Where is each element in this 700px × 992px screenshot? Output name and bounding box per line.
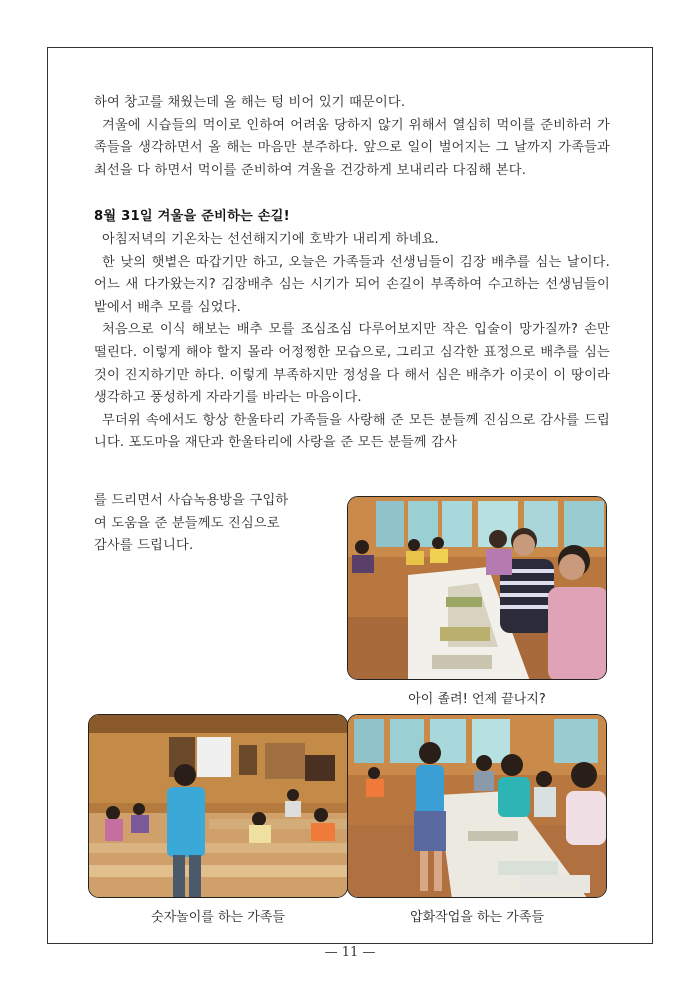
article-paragraph-4: 처음으로 이식 해보는 배추 모를 조심조심 다루어보지만 작은 입술이 망가질까? 손만 떨린다. 이렇게 해야 할지 몰라 어정쩡한 모습으로, 그리고 심각한 표정으로 배추를 심는 것이 진지하기만 하다. 이렇게 부족하지만 정성을 다 해서 심은 배추가 이곳이 이 땅이라 생각하고 풍성하게 자라기를 바라는 마음이다.: [94, 322, 610, 406]
article-side-text: [94, 490, 334, 558]
page-number: — 11 —: [324, 945, 376, 960]
article-paragraph-5-line-2: 여 도움을 준 분들께도 진심으로: [94, 515, 280, 531]
photo-caption-bottom-left: 숫자놀이를 하는 가족들: [151, 910, 285, 925]
article-upper-text: [94, 92, 610, 455]
article-paragraph-3: 한 낮의 햇볕은 따갑기만 하고, 오늘은 가족들과 선생님들이 김장 배추를 심는 날이다. 어느 새 다가왔는지? 김장배추 심는 시기가 되어 손길이 부족하여 수고하는 선생님들이 밭에서 배추 모를 심었다.: [94, 254, 610, 315]
paragraph-spacer: [94, 182, 610, 206]
article-paragraph-1: 겨울에 시습들의 먹이로 인하여 어려움 당하지 않기 위해서 열심히 먹이를 준비하러 가족들을 생각하면서 올 해는 마음만 분주하다. 앞으로 일이 벌어지는 그 날까지 가족들과 최선을 다 하면서 먹이를 준비하여 겨울을 건강하게 보내리라 다짐해 본다.: [94, 117, 610, 178]
article-paragraph-5-line-1: 를 드리면서 사습녹용방을 구입하: [94, 493, 289, 508]
photo-caption-top-right: 아이 졸려! 언제 끝나지?: [408, 692, 546, 707]
article-paragraph-5-line-3: 감사를 드립니다.: [94, 538, 194, 554]
section-title: 8월 31일 겨울을 준비하는 손길!: [94, 209, 290, 225]
photo-pressed-flower-work: [347, 714, 607, 898]
photo-number-game: [88, 714, 348, 898]
photo-caption-bottom-right: 압화작업을 하는 가족들: [410, 910, 544, 925]
article-paragraph-5: 무더위 속에서도 항상 한울타리 가족들을 사랑해 준 모든 분들께 진심으로 감사를 드립니다. 포도마을 재단과 한울타리에 사랑을 준 모든 분들께 감사: [94, 412, 610, 451]
article-line-1: 하여 창고를 채웠는데 올 해는 텅 비어 있기 때문이다.: [94, 95, 406, 110]
photo-number-game-image: [89, 715, 348, 898]
article-paragraph-2: 아침저녁의 기온차는 선선해지기에 호박가 내리게 하네요.: [102, 231, 439, 247]
photo-pressing-flowers-long-table: [347, 496, 607, 680]
photo-pressing-flowers-long-table-image: [348, 497, 607, 680]
photo-pressed-flower-work-image: [348, 715, 607, 898]
